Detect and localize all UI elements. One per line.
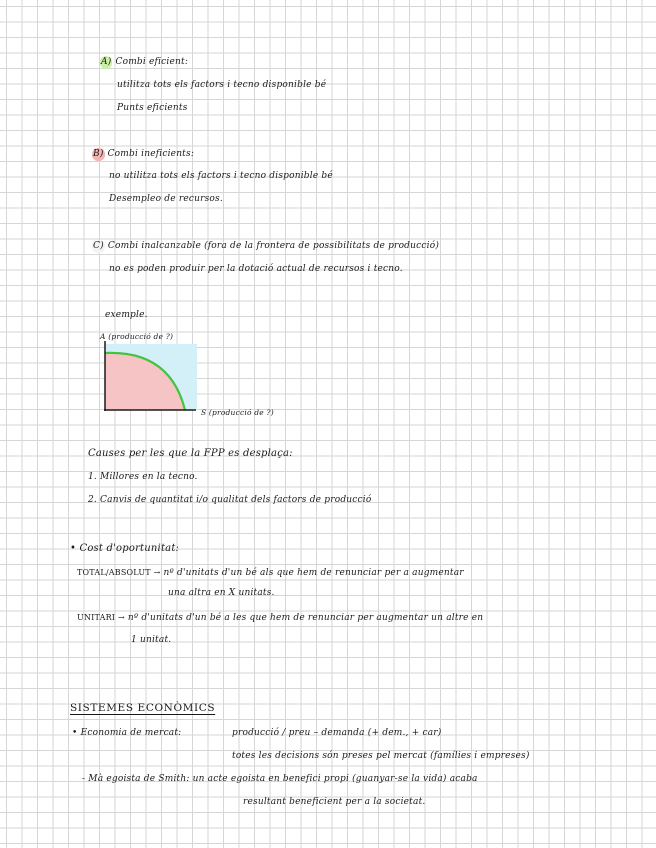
section-a-line2: Punts eficients <box>117 103 188 113</box>
section-b-marker: B) <box>93 149 104 159</box>
section-c-line1: no es poden produir per la dotació actual de recursos i tecno. <box>109 264 403 274</box>
cost-unitari-label: UNITARI → <box>77 613 125 622</box>
cost-total-line1: nº d'unitats d'un bé als que hem de renunciar per a augmentar <box>163 568 464 578</box>
cost-unitari-row <box>77 611 483 625</box>
section-c-title: Combi inalcanzable (fora de la frontera de possibilitats de producció) <box>107 241 440 251</box>
cost-total-line2: una altra en X unitats. <box>168 588 275 598</box>
example-label: exemple. <box>105 310 148 320</box>
sistemes-title: SISTEMES ECONÒMICS <box>70 702 216 714</box>
causes-item-2: 2. Canvis de quantitat i/o qualitat dels factors de producció <box>88 495 372 505</box>
section-c-marker: C) <box>93 241 104 251</box>
section-a-line1: utilitza tots els factors i tecno disponible bé <box>117 80 327 90</box>
section-b-title: Combi ineficients: <box>107 149 195 159</box>
causes-heading: Causes per les que la FPP es desplaça: <box>88 448 293 459</box>
cost-heading: • Cost d'oportunitat: <box>70 543 180 554</box>
section-a-marker: A) <box>101 57 112 67</box>
x-axis-label: S (producció de ?) <box>201 408 274 417</box>
economia-label: • Economia de mercat: <box>72 728 182 738</box>
cost-unitari-line1: nº d'unitats d'un bé a les que hem de renunciar per augmentar un altre en <box>127 613 484 623</box>
section-b-line2: Desempleo de recursos. <box>109 194 223 204</box>
economia-line1: producció / preu – demanda (+ dem., + car) <box>232 728 442 738</box>
cost-total-label: TOTAL/ABSOLUT → <box>77 568 161 577</box>
cost-total-row <box>77 566 464 580</box>
section-b-line1: no utilitza tots els factors i tecno disponible bé <box>109 171 333 181</box>
economia-line2: totes les decisions són preses pel mercat (famílies i empreses) <box>232 751 530 761</box>
section-a-title: Combi eficient: <box>115 57 189 67</box>
economia-row <box>72 727 181 740</box>
causes-item-1: 1. Millores en la tecno. <box>88 472 198 482</box>
y-axis-label: A (producció de ?) <box>100 332 174 341</box>
ma-egoista-line1: - Mà egoista de Smith: un acte egoista en benefici propi (guanyar-se la vida) acaba <box>82 774 478 784</box>
cost-unitari-line2: 1 unitat. <box>131 635 172 645</box>
ma-egoista-line2: resultant beneficient per a la societat. <box>243 797 426 807</box>
